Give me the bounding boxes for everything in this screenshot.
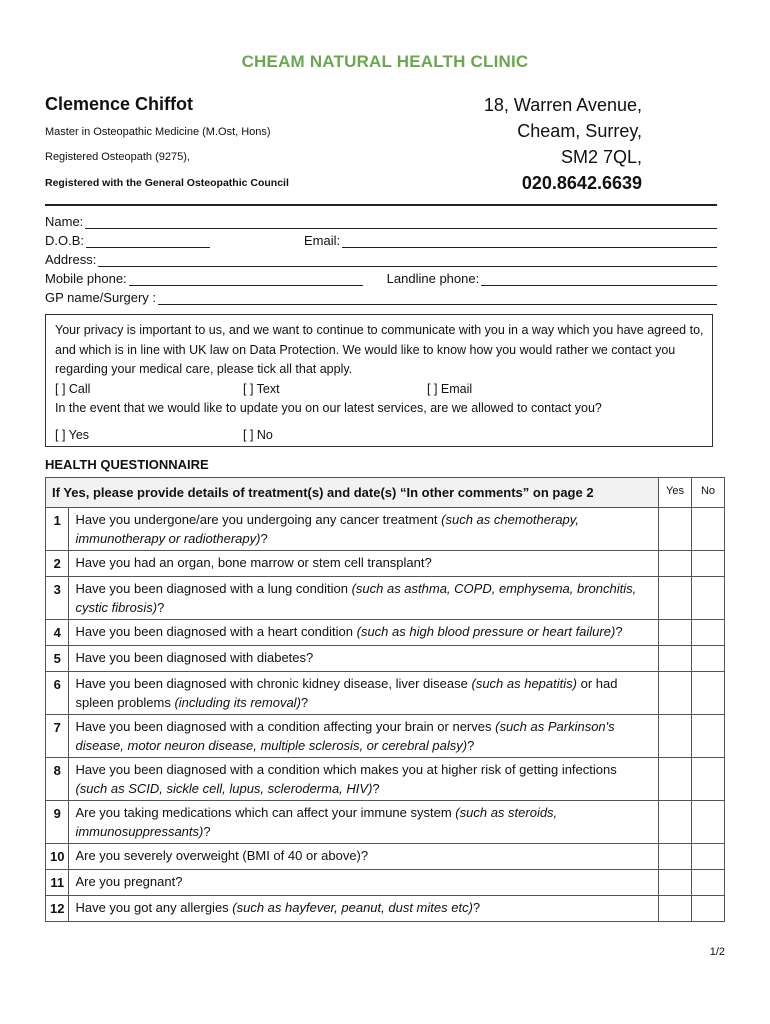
table-row — [46, 844, 725, 870]
question-text — [69, 801, 659, 844]
option-yes[interactable]: [ ] Yes — [55, 427, 90, 442]
question-part: Have you been diagnosed with a condition which makes you at higher risk of getting infections — [75, 762, 617, 777]
question-note: (such as SCID, sickle cell, lupus, scleroderma, HIV) — [75, 781, 373, 796]
question-number: 1 — [46, 508, 69, 551]
yes-checkbox-cell[interactable] — [659, 896, 692, 922]
no-checkbox-cell[interactable] — [692, 551, 725, 577]
yes-checkbox-cell[interactable] — [659, 715, 692, 758]
practitioner-name: Clemence Chiffot — [45, 94, 194, 114]
yes-checkbox-cell[interactable] — [659, 870, 692, 896]
yes-checkbox-cell[interactable] — [659, 577, 692, 620]
question-note: (such as steroids, immunosuppressants) — [75, 805, 558, 839]
page-number: 1/2 — [709, 946, 725, 958]
no-header: No — [692, 478, 725, 508]
mobile-label: Mobile phone: — [45, 271, 127, 286]
address-line: 18, Warren Avenue, — [483, 95, 642, 115]
question-part: or had spleen problems — [75, 676, 618, 710]
table-row — [46, 870, 725, 896]
no-checkbox-cell[interactable] — [692, 896, 725, 922]
question-part: ? — [157, 600, 165, 615]
question-part: ? — [260, 531, 268, 546]
question-part: ? — [203, 824, 211, 839]
question-number: 12 — [46, 896, 69, 922]
question-note: (such as Parkinson's disease, motor neuron disease, multiple sclerosis, or cerebral palsy) — [75, 719, 615, 753]
question-part: ? — [300, 695, 309, 710]
question-text — [69, 870, 659, 896]
yes-checkbox-cell[interactable] — [659, 508, 692, 551]
address-field[interactable] — [45, 248, 717, 267]
question-part: Have you got any allergies — [75, 900, 233, 915]
question-number: 3 — [46, 577, 69, 620]
email-label: Email: — [304, 233, 341, 248]
email-input-line[interactable] — [342, 233, 717, 248]
question-number: 5 — [46, 646, 69, 672]
question-part: Have you been diagnosed with a condition affecting your brain or nerves — [75, 719, 496, 734]
option-no[interactable]: [ ] No — [243, 427, 273, 442]
table-row — [46, 551, 725, 577]
question-part: Have you been diagnosed with a heart condition — [75, 624, 357, 639]
question-note: (such as high blood pressure or heart failure) — [356, 624, 616, 639]
questionnaire-table — [45, 477, 725, 922]
question-part: Are you taking medications which can affect your immune system — [75, 805, 456, 820]
no-checkbox-cell[interactable] — [692, 577, 725, 620]
clinic-address — [484, 92, 642, 196]
privacy-box — [45, 314, 713, 447]
question-part: Have you had an organ, bone marrow or stem cell transplant? — [75, 555, 432, 570]
question-part: Are you severely overweight (BMI of 40 or above)? — [75, 848, 369, 863]
question-part: ? — [372, 781, 380, 796]
contact-options — [55, 380, 712, 400]
table-row — [46, 715, 725, 758]
clinic-name: CHEAM NATURAL HEALTH CLINIC — [241, 52, 529, 71]
no-checkbox-cell[interactable] — [692, 870, 725, 896]
question-note: (such as chemotherapy, immunotherapy or radiotherapy) — [75, 512, 579, 546]
question-part: ? — [615, 624, 623, 639]
questionnaire-title: HEALTH QUESTIONNAIRE — [45, 457, 209, 472]
clinic-title — [0, 52, 770, 72]
mobile-input-line[interactable] — [129, 271, 363, 286]
address-input-line[interactable] — [98, 252, 717, 267]
no-checkbox-cell[interactable] — [692, 508, 725, 551]
name-field[interactable] — [45, 210, 717, 229]
no-checkbox-cell[interactable] — [692, 715, 725, 758]
address-line: SM2 7QL, — [560, 147, 642, 167]
name-input-line[interactable] — [85, 214, 717, 229]
dob-email-row — [45, 229, 717, 248]
privacy-text: Your privacy is important to us, and we want to continue to communicate with you in a way which you have agreed to, and which is in line with UK law on Data Protection. We would like to know how you would rather we contact you regarding your medical care, please tick all that apply. — [55, 323, 704, 376]
yes-checkbox-cell[interactable] — [659, 646, 692, 672]
question-number: 6 — [46, 672, 69, 715]
table-row — [46, 672, 725, 715]
table-row — [46, 896, 725, 922]
update-question: In the event that we would like to update you on our latest services, are we allowed to contact you? — [55, 401, 602, 415]
option-text[interactable]: [ ] Text — [243, 381, 280, 396]
question-note: (including its removal) — [174, 695, 301, 710]
question-number: 7 — [46, 715, 69, 758]
question-number: 2 — [46, 551, 69, 577]
qualification-line: Registered with the General Osteopathic Council — [45, 177, 289, 189]
name-label: Name: — [45, 214, 84, 229]
question-text — [69, 551, 659, 577]
header-divider — [45, 204, 717, 206]
question-note: (such as hayfever, peanut, dust mites etc) — [232, 900, 473, 915]
gp-input-line[interactable] — [158, 290, 717, 305]
table-row — [46, 508, 725, 551]
question-text — [69, 844, 659, 870]
question-part: ? — [467, 738, 475, 753]
address-label: Address: — [45, 252, 97, 267]
qualification-line: Registered Osteopath (9275), — [45, 151, 190, 163]
no-checkbox-cell[interactable] — [692, 646, 725, 672]
question-text — [69, 715, 659, 758]
option-call[interactable]: [ ] Call — [55, 381, 91, 396]
question-number: 4 — [46, 620, 69, 646]
yes-checkbox-cell[interactable] — [659, 801, 692, 844]
landline-input-line[interactable] — [481, 271, 717, 286]
question-text — [69, 620, 659, 646]
landline-label: Landline phone: — [386, 271, 480, 286]
question-part: Have you been diagnosed with a lung condition — [75, 581, 352, 596]
question-text — [69, 646, 659, 672]
question-part: ? — [472, 900, 481, 915]
question-number: 10 — [46, 844, 69, 870]
update-options — [55, 426, 712, 446]
no-checkbox-cell[interactable] — [692, 758, 725, 801]
instruction-cell: If Yes, please provide details of treatment(s) and date(s) “In other comments” on page 2 — [46, 478, 659, 508]
yes-header: Yes — [659, 478, 692, 508]
yes-checkbox-cell[interactable] — [659, 672, 692, 715]
yes-checkbox-cell[interactable] — [659, 758, 692, 801]
no-checkbox-cell[interactable] — [692, 801, 725, 844]
clinic-phone: 020.8642.6639 — [521, 173, 642, 193]
phone-row — [45, 267, 717, 286]
gp-field[interactable] — [45, 286, 717, 305]
question-number: 9 — [46, 801, 69, 844]
address-line: Cheam, Surrey, — [517, 121, 642, 141]
yes-checkbox-cell[interactable] — [659, 551, 692, 577]
question-number: 11 — [46, 870, 69, 896]
question-text — [69, 672, 659, 715]
question-number: 8 — [46, 758, 69, 801]
table-row — [46, 620, 725, 646]
question-note: (such as hepatitis) — [471, 676, 577, 691]
question-text — [69, 508, 659, 551]
no-checkbox-cell[interactable] — [692, 672, 725, 715]
question-text — [69, 577, 659, 620]
question-part: Have you been diagnosed with chronic kidney disease, liver disease — [75, 676, 472, 691]
dob-input-line[interactable] — [86, 233, 210, 248]
question-part: Have you undergone/are you undergoing any cancer treatment — [75, 512, 442, 527]
question-text — [69, 896, 659, 922]
question-part: Have you been diagnosed with diabetes? — [75, 650, 314, 665]
no-checkbox-cell[interactable] — [692, 844, 725, 870]
yes-checkbox-cell[interactable] — [659, 620, 692, 646]
gp-label: GP name/Surgery : — [45, 290, 157, 305]
question-text — [69, 758, 659, 801]
question-part: Are you pregnant? — [75, 874, 183, 889]
no-checkbox-cell[interactable] — [692, 620, 725, 646]
qualification-line: Master in Osteopathic Medicine (M.Ost, Hons) — [45, 126, 271, 138]
question-note: (such as asthma, COPD, emphysema, bronchitis, cystic fibrosis) — [75, 581, 637, 615]
table-row — [46, 577, 725, 620]
yes-checkbox-cell[interactable] — [659, 844, 692, 870]
table-header-row — [46, 478, 725, 508]
table-row — [46, 758, 725, 801]
table-row — [46, 646, 725, 672]
dob-label: D.O.B: — [45, 233, 85, 248]
option-email[interactable]: [ ] Email — [427, 381, 473, 396]
table-row — [46, 801, 725, 844]
